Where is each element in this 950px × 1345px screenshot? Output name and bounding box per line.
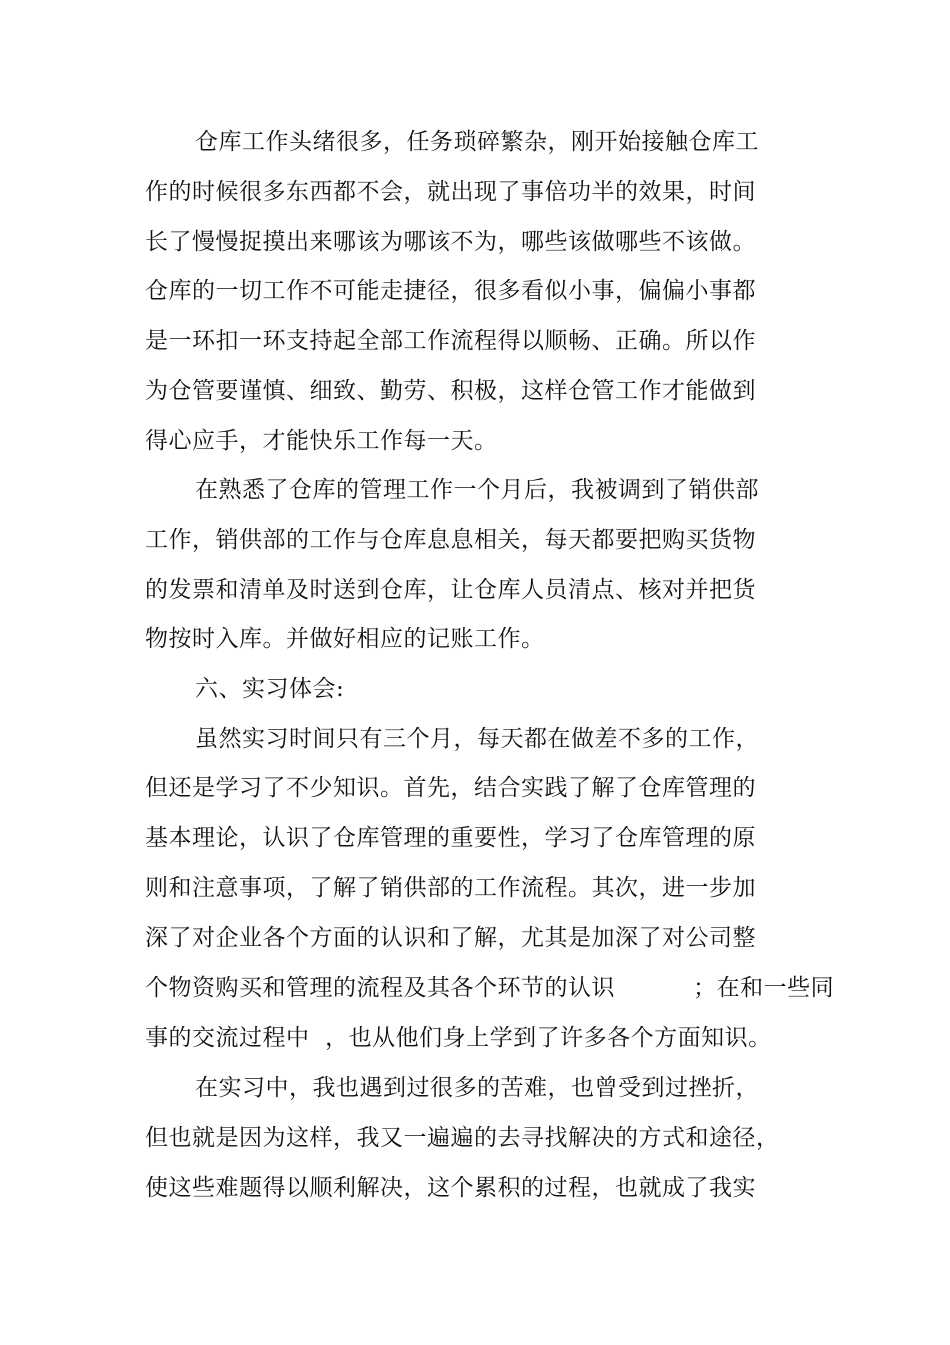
paragraph-line: 但还是学习了不少知识。首先，结合实践了解了仓库管理的 <box>145 775 756 801</box>
paragraph-line: 则和注意事项，了解了销供部的工作流程。其次，进一步加 <box>145 875 756 901</box>
paragraph-line: 虽然实习时间只有三个月，每天都在做差不多的工作， <box>195 726 759 752</box>
paragraph-line: 深了对企业各个方面的认识和了解，尤其是加深了对公司整 <box>145 925 756 951</box>
paragraph-line: 使这些难题得以顺利解决，这个累积的过程，也就成了我实 <box>145 1175 756 1201</box>
paragraph-line: 作的时候很多东西都不会，就出现了事倍功半的效果，时间 <box>145 179 756 205</box>
paragraph-line: 物按时入库。并做好相应的记账工作。 <box>145 626 545 652</box>
paragraph-line: 基本理论，认识了仓库管理的重要性，学习了仓库管理的原 <box>145 825 756 851</box>
paragraph-line: 的发票和清单及时送到仓库，让仓库人员清点、核对并把货 <box>145 577 756 603</box>
paragraph-line: 但也就是因为这样，我又一遍遍的去寻找解决的方式和途径， <box>145 1125 780 1151</box>
paragraph-line: 是一环扣一环支持起全部工作流程得以顺畅、正确。所以作 <box>145 328 756 354</box>
paragraph-line: 仓库的一切工作不可能走捷径，很多看似小事，偏偏小事都 <box>145 278 756 304</box>
paragraph-line: 得心应手，才能快乐工作每一天。 <box>145 428 498 454</box>
paragraph-line: 在熟悉了仓库的管理工作一个月后，我被调到了销供部 <box>195 477 759 503</box>
paragraph-line: 个物资购买和管理的流程及其各个环节的认识 ；在和一些同 <box>145 975 835 1001</box>
paragraph-line: 工作，销供部的工作与仓库息息相关，每天都要把购买货物 <box>145 527 756 553</box>
paragraph-line: 仓库工作头绪很多，任务琐碎繁杂，刚开始接触仓库工 <box>195 129 759 155</box>
section-heading: 六、实习体会: <box>195 676 345 702</box>
paragraph-line: 事的交流过程中 ，也从他们身上学到了许多各个方面知识。 <box>145 1025 772 1051</box>
paragraph-line: 为仓管要谨慎、细致、勤劳、积极，这样仓管工作才能做到 <box>145 378 756 404</box>
paragraph-line: 长了慢慢捉摸出来哪该为哪该不为，哪些该做哪些不该做。 <box>145 229 756 255</box>
paragraph-line: 在实习中，我也遇到过很多的苦难，也曾受到过挫折， <box>195 1075 759 1101</box>
